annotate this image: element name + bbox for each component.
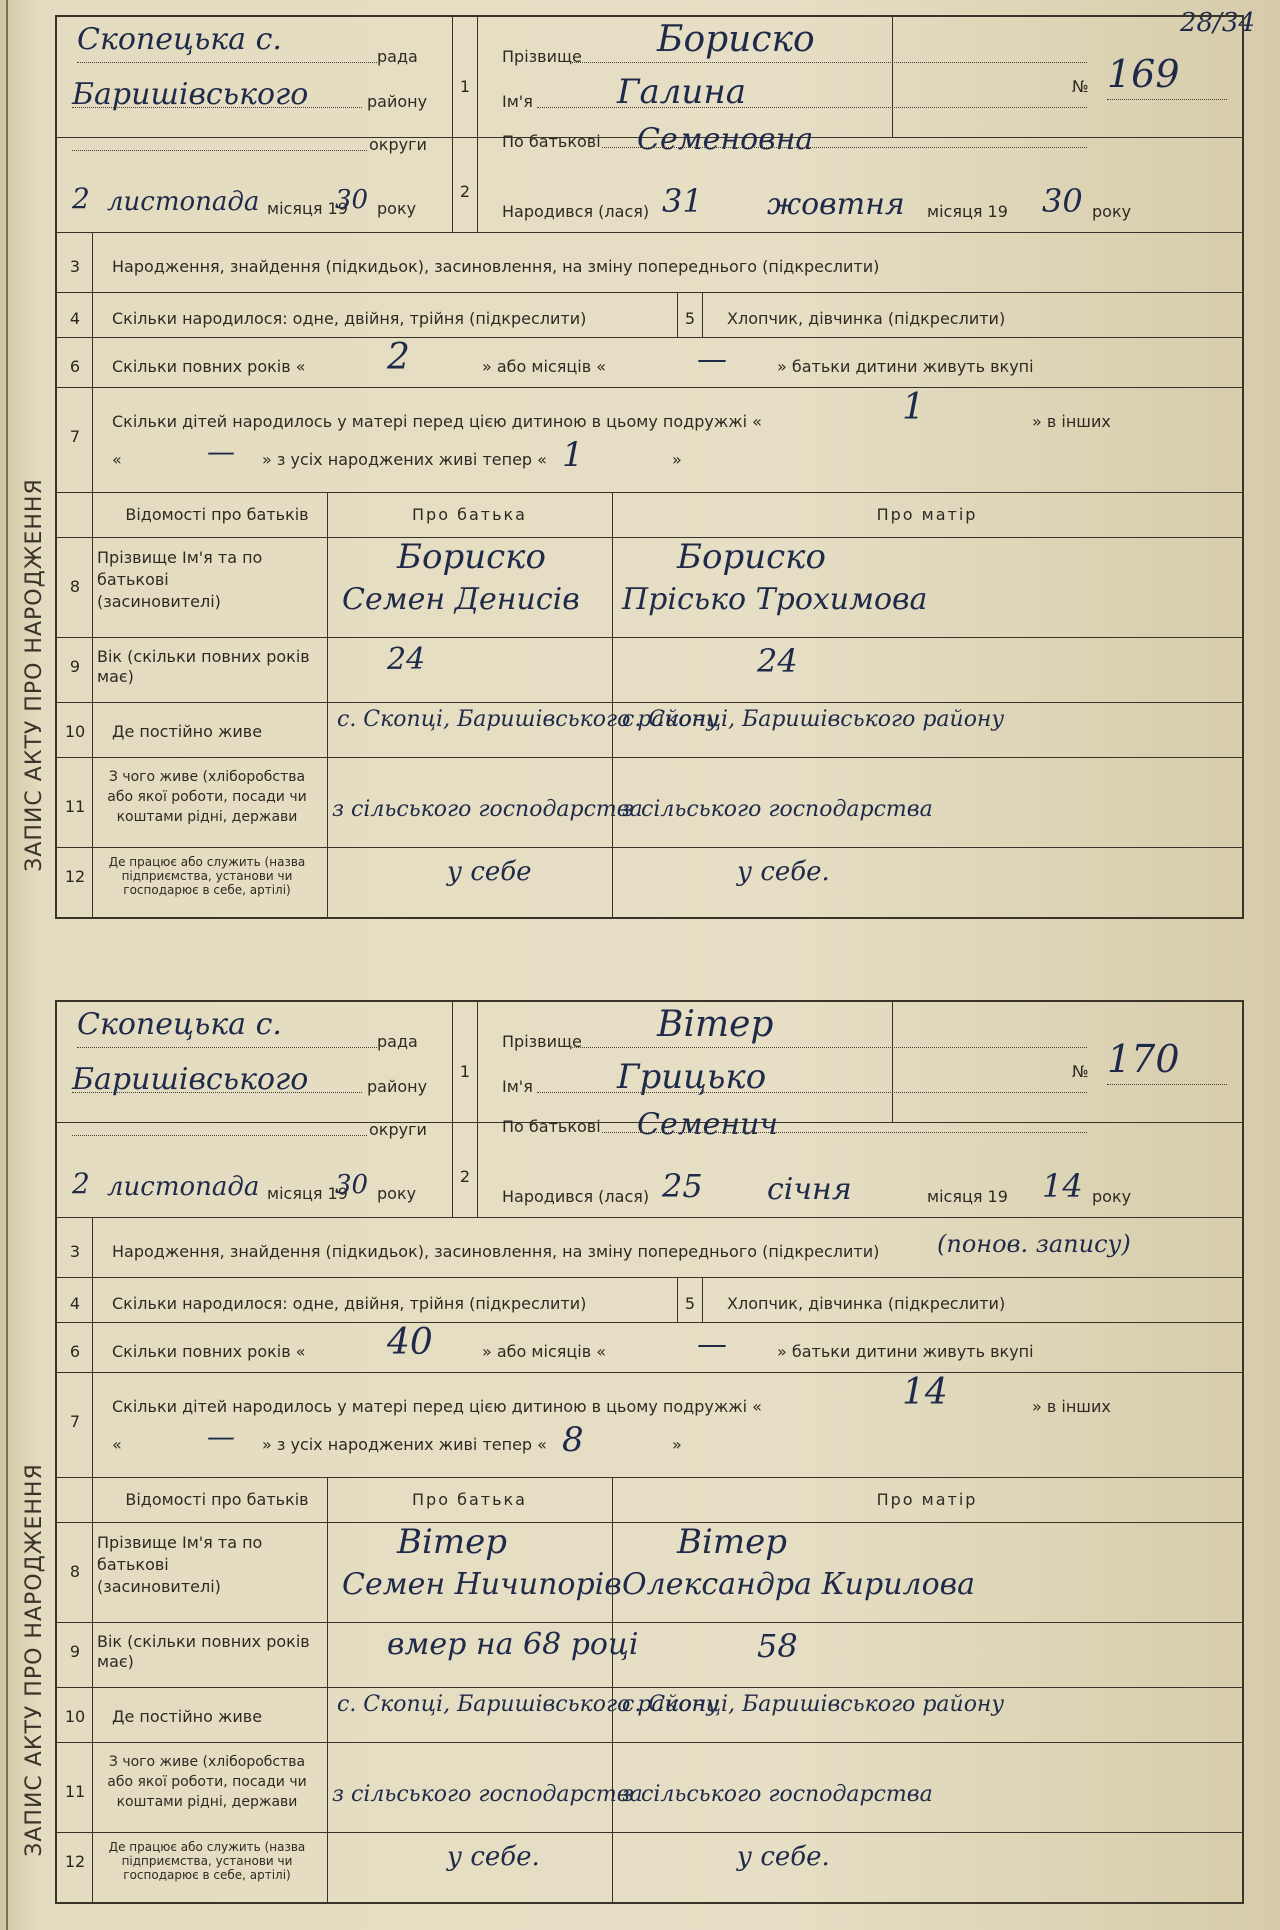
mother-name: Прісько Трохимова xyxy=(622,582,928,617)
born-year-value: 14 xyxy=(1042,1167,1083,1205)
children-marriage-value: 1 xyxy=(902,387,925,428)
rule xyxy=(702,1277,703,1322)
rule xyxy=(57,1832,1242,1833)
rule xyxy=(612,1477,613,1902)
row3-text: Народження, знайдення (підкидьок), засиновлення, на зміну попереднього (підкреслити) xyxy=(112,1242,880,1261)
row8-label: Прізвище Ім'я та по батькові (засиновителі) xyxy=(97,548,263,611)
row7-e: » xyxy=(672,1435,682,1454)
row3-note: (понов. запису) xyxy=(937,1230,1131,1258)
father-surname: Бориско xyxy=(397,537,546,577)
mother-income: з сільського господарства xyxy=(622,797,933,822)
year-label: року xyxy=(377,1184,417,1203)
row5-text: Хлопчик, дівчинка (підкреслити) xyxy=(727,309,1006,328)
row6-c: » батьки дитини живуть вкупі xyxy=(777,357,1034,376)
fill-line xyxy=(77,62,377,63)
father-header: Про батька xyxy=(412,505,527,524)
margin-line xyxy=(6,0,8,1930)
mother-work: у себе. xyxy=(737,1842,830,1872)
rule xyxy=(57,702,1242,703)
name-label: Ім'я xyxy=(502,92,533,111)
rule xyxy=(892,1002,893,1122)
rule xyxy=(327,1477,328,1902)
row7-a: Скільки дітей народилось у матері перед цією дитиною в цьому подружжі « xyxy=(112,1397,762,1416)
surname-label: Прізвище xyxy=(502,1032,582,1051)
row-number: 3 xyxy=(69,257,81,276)
row-number: 11 xyxy=(64,1782,86,1801)
rule xyxy=(57,637,1242,638)
row-number: 7 xyxy=(69,1412,81,1431)
row12-label: Де працює або служить (назва підприємства, установи чи господарює в себе, артілі) xyxy=(108,855,306,897)
record-number: 169 xyxy=(1107,52,1180,96)
father-work: у себе xyxy=(447,857,532,887)
name-label: Ім'я xyxy=(502,1077,533,1096)
side-title-text: ЗАПИС АКТУ ПРО НАРОДЖЕННЯ xyxy=(22,478,47,872)
row10-label: Де постійно живе xyxy=(112,722,263,741)
fill-line xyxy=(602,1132,1087,1133)
rule xyxy=(57,847,1242,848)
fill-line xyxy=(1107,99,1227,100)
rule xyxy=(92,232,93,917)
birth-record xyxy=(55,15,1244,919)
year-value: 30 xyxy=(335,1170,369,1200)
row6-b: » або місяців « xyxy=(482,1342,606,1361)
fill-line xyxy=(72,107,362,108)
rada-value: Скопецька с. xyxy=(77,22,282,57)
father-residence: с. Скопці, Баришівського району xyxy=(337,707,720,732)
number-label: № xyxy=(1072,1062,1089,1081)
parents-header: Відомості про батьків xyxy=(125,1490,309,1509)
born-year-label: року xyxy=(1092,202,1132,221)
alive-value: 1 xyxy=(562,435,584,475)
row3-text: Народження, знайдення (підкидьок), засиновлення, на зміну попереднього (підкреслити) xyxy=(112,257,880,276)
rule xyxy=(612,492,613,917)
rule xyxy=(57,1622,1242,1623)
row-number: 8 xyxy=(69,1562,81,1581)
row7-d: » з усіх народжених живі тепер « xyxy=(262,450,547,469)
fill-line xyxy=(72,1092,362,1093)
father-residence: с. Скопці, Баришівського району xyxy=(337,1692,720,1717)
name-value: Галина xyxy=(617,72,746,112)
row7-a: Скільки дітей народилось у матері перед цією дитиною в цьому подружжі « xyxy=(112,412,762,431)
number-label: № xyxy=(1072,77,1089,96)
rule xyxy=(702,292,703,337)
fill-line xyxy=(602,147,1087,148)
fill-line xyxy=(572,1047,1087,1048)
row-number: 2 xyxy=(459,182,471,201)
row-number: 5 xyxy=(684,309,696,328)
mother-age: 24 xyxy=(757,642,798,680)
row7-b: » в інших xyxy=(1032,1397,1111,1416)
rule xyxy=(57,492,1242,493)
rule xyxy=(57,1217,1242,1218)
father-name: Семен Денисів xyxy=(342,582,580,617)
row-number: 6 xyxy=(69,357,81,376)
alive-value: 8 xyxy=(562,1420,584,1460)
months-value: — xyxy=(697,342,727,377)
month-label: місяця 19 xyxy=(267,199,348,218)
rule xyxy=(57,292,1242,293)
children-other-value: — xyxy=(207,435,235,468)
day-value: 2 xyxy=(72,182,90,215)
father-name: Семен Ничипорів xyxy=(342,1567,622,1602)
born-day-value: 25 xyxy=(662,1167,703,1205)
father-work: у себе. xyxy=(447,1842,540,1872)
day-value: 2 xyxy=(72,1167,90,1200)
rule xyxy=(892,17,893,137)
mother-name: Олександра Кирилова xyxy=(622,1567,976,1602)
side-title xyxy=(12,15,52,915)
row6-a: Скільки повних років « xyxy=(112,357,306,376)
side-title xyxy=(12,1000,52,1900)
surname-value: Бориско xyxy=(657,19,815,60)
fill-line xyxy=(1107,1084,1227,1085)
mother-age: 58 xyxy=(757,1627,798,1665)
rule xyxy=(57,1322,1242,1323)
row-number: 4 xyxy=(69,309,81,328)
born-month-label: місяця 19 xyxy=(927,202,1008,221)
row-number: 1 xyxy=(459,1062,471,1081)
year-label: року xyxy=(377,199,417,218)
row6-b: » або місяців « xyxy=(482,357,606,376)
rule xyxy=(57,757,1242,758)
row6-a: Скільки повних років « xyxy=(112,1342,306,1361)
row5-text: Хлопчик, дівчинка (підкреслити) xyxy=(727,1294,1006,1313)
born-label: Народився (лася) xyxy=(502,1187,650,1206)
row9-label: Вік (скільки повних років має) xyxy=(97,647,310,686)
father-age: 24 xyxy=(387,642,426,677)
row-number: 8 xyxy=(69,577,81,596)
surname-value: Вітер xyxy=(657,1004,774,1045)
raion-label: району xyxy=(367,92,428,111)
row-number: 12 xyxy=(64,867,86,886)
row11-label: З чого живе (хліборобства або якої роботи, посади чи коштами рідні, держави xyxy=(107,769,307,825)
rule xyxy=(57,232,1242,233)
born-month-value: жовтня xyxy=(767,187,905,222)
row-number: 9 xyxy=(69,1642,81,1661)
row7-b: » в інших xyxy=(1032,412,1111,431)
raion-value: Баришівського xyxy=(72,1062,309,1097)
row-number: 6 xyxy=(69,1342,81,1361)
rule xyxy=(477,1002,478,1217)
mother-surname: Бориско xyxy=(677,537,826,577)
name-value: Грицько xyxy=(617,1057,767,1097)
row-number: 11 xyxy=(64,797,86,816)
children-marriage-value: 14 xyxy=(902,1372,948,1413)
rule xyxy=(92,1217,93,1902)
born-label: Народився (лася) xyxy=(502,202,650,221)
mother-surname: Вітер xyxy=(677,1522,787,1562)
month-label: місяця 19 xyxy=(267,1184,348,1203)
father-header: Про батька xyxy=(412,1490,527,1509)
fill-line xyxy=(537,1092,1087,1093)
fill-line xyxy=(77,1047,377,1048)
row9-label: Вік (скільки повних років має) xyxy=(97,1632,310,1671)
fill-line xyxy=(537,107,1087,108)
row8-label: Прізвище Ім'я та по батькові (засиновителі) xyxy=(97,1533,263,1596)
side-title-text: ЗАПИС АКТУ ПРО НАРОДЖЕННЯ xyxy=(22,1463,47,1857)
rule xyxy=(327,492,328,917)
fill-line xyxy=(72,150,367,151)
born-month-label: місяця 19 xyxy=(927,1187,1008,1206)
corner-mark: 28/34 xyxy=(1180,8,1255,38)
rule xyxy=(57,1277,1242,1278)
rule xyxy=(57,337,1242,338)
father-income: з сільського господарства xyxy=(332,797,643,822)
mother-header: Про матір xyxy=(876,1490,978,1509)
father-surname: Вітер xyxy=(397,1522,507,1562)
row-number: 7 xyxy=(69,427,81,446)
row4-text: Скільки народилося: одне, двійня, трійня (підкреслити) xyxy=(112,309,587,328)
row-number: 12 xyxy=(64,1852,86,1871)
okrugy-label: округи xyxy=(369,135,427,154)
record-number: 170 xyxy=(1107,1037,1180,1081)
children-other-value: — xyxy=(207,1420,235,1453)
mother-work: у себе. xyxy=(737,857,830,887)
parents-header: Відомості про батьків xyxy=(125,505,309,524)
mother-header: Про матір xyxy=(876,505,978,524)
rule xyxy=(57,1742,1242,1743)
rada-value: Скопецька с. xyxy=(77,1007,282,1042)
father-age: вмер на 68 році xyxy=(387,1627,639,1662)
row7-d: » з усіх народжених живі тепер « xyxy=(262,1435,547,1454)
row7-c: « xyxy=(112,450,122,469)
years-value: 40 xyxy=(387,1322,433,1363)
month-value: листопада xyxy=(107,187,260,217)
rule xyxy=(57,387,1242,388)
row-number: 2 xyxy=(459,1167,471,1186)
month-value: листопада xyxy=(107,1172,260,1202)
mother-residence: с. Скопці, Баришівського району xyxy=(622,1692,1005,1717)
rule xyxy=(57,1477,1242,1478)
row-number: 4 xyxy=(69,1294,81,1313)
mother-income: з сільського господарства xyxy=(622,1782,933,1807)
row-number: 10 xyxy=(64,722,86,741)
mother-residence: с. Скопці, Баришівського району xyxy=(622,707,1005,732)
row7-e: » xyxy=(672,450,682,469)
patronymic-value: Семеновна xyxy=(637,122,814,157)
raion-value: Баришівського xyxy=(72,77,309,112)
rada-label: рада xyxy=(377,47,418,66)
fill-line xyxy=(572,62,1087,63)
row10-label: Де постійно живе xyxy=(112,1707,263,1726)
row4-text: Скільки народилося: одне, двійня, трійня (підкреслити) xyxy=(112,1294,587,1313)
rule xyxy=(57,1687,1242,1688)
patronymic-label: По батькові xyxy=(502,1117,601,1136)
raion-label: району xyxy=(367,1077,428,1096)
born-year-label: року xyxy=(1092,1187,1132,1206)
months-value: — xyxy=(697,1327,727,1362)
year-value: 30 xyxy=(335,185,369,215)
father-income: з сільського господарства xyxy=(332,1782,643,1807)
row7-c: « xyxy=(112,1435,122,1454)
row12-label: Де працює або служить (назва підприємства, установи чи господарює в себе, артілі) xyxy=(108,1840,306,1882)
row-number: 1 xyxy=(459,77,471,96)
patronymic-value: Семенич xyxy=(637,1107,779,1142)
years-value: 2 xyxy=(387,337,410,378)
birth-record xyxy=(55,1000,1244,1904)
born-day-value: 31 xyxy=(662,182,703,220)
rada-label: рада xyxy=(377,1032,418,1051)
row-number: 10 xyxy=(64,1707,86,1726)
born-year-value: 30 xyxy=(1042,182,1083,220)
rule xyxy=(57,537,1242,538)
surname-label: Прізвище xyxy=(502,47,582,66)
okrugy-label: округи xyxy=(369,1120,427,1139)
born-month-value: січня xyxy=(767,1172,852,1207)
row11-label: З чого живе (хліборобства або якої роботи, посади чи коштами рідні, держави xyxy=(107,1754,307,1810)
rule xyxy=(57,1372,1242,1373)
row-number: 3 xyxy=(69,1242,81,1261)
fill-line xyxy=(72,1135,367,1136)
row-number: 5 xyxy=(684,1294,696,1313)
rule xyxy=(57,1522,1242,1523)
row6-c: » батьки дитини живуть вкупі xyxy=(777,1342,1034,1361)
rule xyxy=(477,17,478,232)
row-number: 9 xyxy=(69,657,81,676)
patronymic-label: По батькові xyxy=(502,132,601,151)
